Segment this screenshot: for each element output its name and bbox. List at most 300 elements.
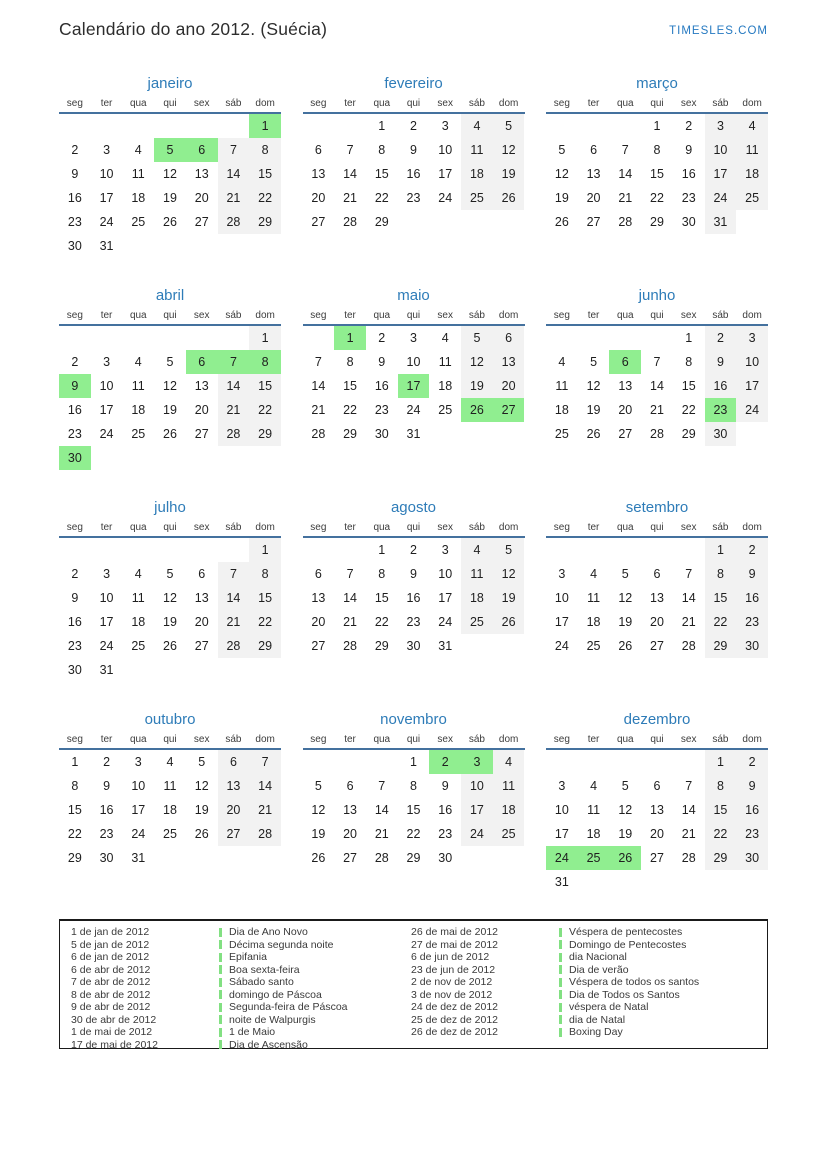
legend-column-left [60,926,411,1051]
weekday-label: seg [66,522,83,533]
day-cell: 25 [493,822,525,846]
legend-holiday-name [219,964,300,976]
day-cell: 24 [705,186,737,210]
day-cell: 1 [249,538,281,562]
day-cell: 13 [493,350,525,374]
holiday-marker-icon [559,928,562,937]
empty-cell [429,210,461,234]
day-cell: 18 [586,827,601,841]
day-cell: 19 [311,827,326,841]
day-cell: 19 [163,403,177,417]
day-cell: 22 [249,398,281,422]
day-cell: 7 [685,779,693,793]
weekday-label: qua [616,734,634,745]
holiday-marker-icon [219,953,222,962]
day-cell: 18 [586,615,601,629]
empty-cell [91,870,123,894]
day-cell: 31 [406,427,421,441]
day-cell: 9 [59,374,91,398]
day-cell: 21 [343,191,358,205]
weekday-label: ter [344,310,356,321]
empty-cell [218,870,250,894]
day-cell: 1 [705,538,737,562]
weekday-label: sáb [225,310,242,321]
month-abril [59,281,281,472]
brand-link[interactable]: TIMESLES.COM [669,25,768,37]
day-cell: 25 [131,639,146,653]
weekday-label: dom [255,522,275,533]
day-cell: 5 [314,779,322,793]
day-cell: 3 [410,331,417,345]
day-cell: 19 [461,374,493,398]
day-cell: 14 [311,379,326,393]
day-cell: 10 [99,167,114,181]
day-cell: 11 [461,138,493,162]
day-cell: 17 [398,374,430,398]
day-cell: 18 [131,615,146,629]
day-cell: 24 [438,615,453,629]
legend-holiday-name [559,926,682,938]
weekday-label: seg [310,98,327,109]
empty-cell [249,446,281,470]
day-cell: 27 [194,639,209,653]
day-cell: 24 [406,403,421,417]
day-cell: 15 [650,167,664,181]
day-cell: 13 [650,591,664,605]
day-cell: 9 [736,774,768,798]
day-cell: 26 [493,610,525,634]
legend-date: 5 de jan de 2012 [71,938,150,951]
legend-date: 1 de mai de 2012 [71,1026,153,1039]
day-cell: 17 [99,403,114,417]
day-cell: 10 [461,774,493,798]
day-cell: 30 [736,634,768,658]
legend-row [71,1026,411,1039]
day-cell: 7 [346,567,354,581]
day-cell: 20 [586,191,601,205]
legend-holiday-name [219,989,322,1001]
day-cell: 19 [493,586,525,610]
day-cell: 18 [461,586,493,610]
day-cell: 28 [374,851,389,865]
legend-holiday-label: Véspera de todos os santos [569,976,700,989]
day-cell: 2 [429,750,461,774]
day-cell: 15 [374,167,389,181]
day-cell: 19 [493,162,525,186]
holiday-marker-icon [219,965,222,974]
legend-date: 8 de abr de 2012 [71,988,151,1001]
weekday-label: sex [437,98,453,109]
legend-date: 6 de jun de 2012 [411,951,490,964]
weekday-header-row [546,520,768,538]
holiday-marker-icon [219,1015,222,1024]
legend-holiday-label: noite de Walpurgis [229,1013,316,1026]
empty-cell [461,210,493,234]
day-cell: 23 [99,827,114,841]
day-cell: 27 [343,851,358,865]
weekday-header-row [303,520,525,538]
day-cell: 6 [314,567,322,581]
weekday-label: ter [100,522,113,533]
day-grid [546,114,768,258]
weekday-label: seg [553,310,570,321]
weekday-label: qua [129,310,147,321]
day-cell: 13 [311,167,326,181]
legend-row [411,989,767,1002]
weekday-label: qui [650,522,664,533]
day-cell: 5 [621,567,629,581]
weekday-label: dom [742,310,762,321]
day-cell: 1 [705,750,737,774]
empty-cell [461,846,493,870]
day-cell: 10 [438,143,453,157]
month-fevereiro [303,69,525,260]
weekday-label: sáb [225,734,242,745]
day-cell: 27 [311,639,326,653]
weekday-header-row [546,96,768,114]
day-cell: 9 [71,167,79,181]
day-cell: 24 [461,822,493,846]
day-cell: 3 [705,114,737,138]
empty-cell [461,634,493,658]
day-cell: 30 [681,215,696,229]
legend-date: 7 de abr de 2012 [71,976,151,989]
day-cell: 30 [99,851,114,865]
day-cell: 13 [311,591,326,605]
holiday-marker-icon [559,953,562,962]
day-cell: 23 [681,191,696,205]
day-cell: 12 [554,167,569,181]
day-cell: 1 [249,326,281,350]
day-cell: 17 [461,798,493,822]
day-cell: 27 [218,822,250,846]
weekday-label: dom [255,734,275,745]
empty-cell [578,234,610,258]
day-cell: 17 [705,162,737,186]
day-grid [303,114,525,258]
legend-date: 3 de nov de 2012 [411,988,493,1001]
month-title: julho [154,499,186,516]
holiday-marker-icon [219,990,222,999]
day-cell: 15 [681,379,696,393]
empty-cell [59,538,91,562]
day-cell: 12 [461,350,493,374]
empty-cell [303,326,335,350]
day-cell: 29 [705,846,737,870]
empty-cell [154,538,186,562]
legend-row [411,1001,767,1014]
empty-cell [186,658,218,682]
day-cell: 4 [134,355,142,369]
empty-cell [705,446,737,470]
day-cell: 8 [705,562,737,586]
legend-row [71,1039,411,1052]
month-title: agosto [390,499,437,516]
empty-cell [154,114,186,138]
day-cell: 18 [163,803,177,817]
holiday-legend [59,919,768,1049]
empty-cell [705,870,737,894]
empty-cell [493,658,525,682]
day-cell: 26 [618,639,633,653]
empty-cell [673,750,705,774]
day-cell: 30 [67,663,82,677]
day-cell: 12 [493,138,525,162]
day-cell: 17 [99,615,114,629]
weekday-label: ter [100,98,113,109]
day-cell: 7 [314,355,322,369]
empty-cell [546,114,578,138]
empty-cell [429,234,461,258]
day-cell: 19 [618,827,633,841]
year-calendar-grid [59,69,768,896]
day-cell: 20 [343,827,358,841]
weekday-label: seg [553,98,570,109]
day-cell: 1 [71,755,79,769]
weekday-label: qui [406,734,421,745]
day-cell: 13 [194,591,209,605]
day-cell: 23 [736,610,768,634]
month-julho [59,493,281,684]
day-cell: 14 [681,803,696,817]
day-cell: 4 [736,114,768,138]
weekday-label: seg [66,310,83,321]
day-cell: 22 [705,610,737,634]
legend-holiday-name [219,1039,308,1051]
day-cell: 24 [99,639,114,653]
empty-cell [366,870,398,894]
weekday-header-row [59,732,281,750]
day-cell: 8 [378,567,386,581]
day-cell: 2 [410,119,417,133]
day-cell: 3 [558,567,566,581]
weekday-label: qua [616,522,634,533]
empty-cell [334,870,366,894]
day-cell: 16 [438,803,453,817]
empty-cell [366,234,398,258]
empty-cell [186,846,218,870]
day-cell: 9 [441,779,449,793]
day-cell: 1 [653,119,661,133]
empty-cell [493,422,525,446]
day-cell: 6 [493,326,525,350]
day-cell: 4 [134,567,142,581]
holiday-marker-icon [219,978,222,987]
empty-cell [398,446,430,470]
day-cell: 12 [311,803,326,817]
legend-holiday-label: Boa sexta-feira [229,963,300,976]
day-cell: 20 [650,827,664,841]
legend-date: 27 de mai de 2012 [411,938,498,951]
holiday-marker-icon [559,1015,562,1024]
empty-cell [493,634,525,658]
day-cell: 8 [249,138,281,162]
day-cell: 24 [546,846,578,870]
day-cell: 11 [587,591,601,605]
day-cell: 8 [705,774,737,798]
day-cell: 17 [131,803,146,817]
day-cell: 25 [586,639,601,653]
day-cell: 11 [163,779,177,793]
holiday-marker-icon [219,1003,222,1012]
day-cell: 4 [441,331,449,345]
weekday-label: sáb [468,98,485,109]
day-cell: 17 [438,591,453,605]
month-março [546,69,768,260]
day-cell: 2 [705,326,737,350]
weekday-label: qui [650,98,664,109]
legend-date: 1 de jan de 2012 [71,926,150,939]
day-cell: 29 [249,634,281,658]
day-cell: 27 [194,215,209,229]
day-cell: 5 [166,355,174,369]
day-cell: 28 [218,634,250,658]
empty-cell [546,750,578,774]
day-cell: 4 [461,538,493,562]
day-cell: 11 [131,167,145,181]
day-cell: 26 [163,215,177,229]
day-cell: 25 [736,186,768,210]
empty-cell [673,446,705,470]
day-cell: 20 [311,615,326,629]
empty-cell [59,326,91,350]
day-cell: 19 [194,803,209,817]
day-cell: 25 [578,846,610,870]
empty-cell [461,446,493,470]
day-cell: 8 [346,355,354,369]
day-cell: 2 [103,755,111,769]
empty-cell [578,870,610,894]
month-title: janeiro [147,75,193,92]
day-cell: 31 [554,875,569,889]
legend-holiday-label: Sábado santo [229,976,294,989]
weekday-label: sáb [712,98,729,109]
day-cell: 2 [378,331,386,345]
weekday-label: sáb [712,310,729,321]
weekday-label: qua [373,98,391,109]
legend-holiday-label: dia de Natal [569,1013,626,1026]
day-cell: 10 [705,138,737,162]
legend-row [411,1014,767,1027]
day-cell: 10 [438,567,453,581]
empty-cell [186,870,218,894]
empty-cell [334,234,366,258]
day-cell: 9 [410,567,417,581]
weekday-label: sex [437,734,453,745]
day-cell: 13 [218,774,250,798]
day-cell: 7 [218,138,250,162]
day-cell: 26 [311,851,326,865]
legend-holiday-label: Epifania [229,951,267,964]
day-cell: 13 [194,167,209,181]
day-cell: 9 [685,143,693,157]
day-cell: 3 [558,779,566,793]
empty-cell [249,658,281,682]
empty-cell [303,870,335,894]
day-cell: 5 [461,326,493,350]
empty-cell [218,846,250,870]
weekday-label: seg [310,310,327,321]
day-grid [546,326,768,470]
day-cell: 21 [218,398,250,422]
day-grid [303,326,525,470]
empty-cell [736,234,768,258]
empty-cell [736,870,768,894]
weekday-label: dom [498,98,519,109]
day-cell: 11 [736,138,768,162]
day-cell: 26 [163,639,177,653]
legend-holiday-label: domingo de Páscoa [229,988,322,1001]
day-cell: 29 [705,634,737,658]
day-cell: 22 [249,610,281,634]
empty-cell [154,234,186,258]
legend-holiday-name [219,939,333,951]
day-grid [59,750,281,894]
day-cell: 10 [406,355,421,369]
day-cell: 17 [99,191,114,205]
legend-holiday-name [559,1001,648,1013]
day-cell: 31 [99,239,114,253]
day-cell: 16 [406,591,421,605]
empty-cell [493,446,525,470]
day-cell: 26 [163,427,177,441]
legend-holiday-name [219,1026,275,1038]
day-cell: 9 [103,779,111,793]
empty-cell [154,658,186,682]
legend-row [71,951,411,964]
day-cell: 14 [343,167,358,181]
legend-date: 30 de abr de 2012 [71,1013,157,1026]
empty-cell [705,658,737,682]
day-cell: 10 [554,591,569,605]
empty-cell [154,846,186,870]
day-cell: 29 [374,215,389,229]
empty-cell [578,326,610,350]
day-cell: 4 [166,755,174,769]
empty-cell [578,538,610,562]
empty-cell [334,446,366,470]
day-cell: 27 [618,427,633,441]
legend-row [411,976,767,989]
day-cell: 15 [705,586,737,610]
day-cell: 28 [343,639,358,653]
month-title: novembro [380,711,447,728]
day-cell: 25 [461,186,493,210]
day-cell: 25 [461,610,493,634]
day-cell: 7 [378,779,386,793]
empty-cell [641,538,673,562]
empty-cell [493,234,525,258]
weekday-label: qua [616,98,634,109]
day-cell: 29 [249,210,281,234]
legend-row [71,976,411,989]
empty-cell [303,538,335,562]
empty-cell [218,114,250,138]
day-grid [546,538,768,682]
day-cell: 23 [67,639,82,653]
empty-cell [736,658,768,682]
day-cell: 31 [131,851,146,865]
day-cell: 20 [194,403,209,417]
legend-row [71,926,411,939]
day-cell: 20 [218,798,250,822]
day-cell: 19 [163,615,177,629]
month-title: junho [638,287,676,304]
day-cell: 16 [736,798,768,822]
day-cell: 3 [134,755,142,769]
holiday-marker-icon [219,940,222,949]
day-cell: 24 [99,427,114,441]
